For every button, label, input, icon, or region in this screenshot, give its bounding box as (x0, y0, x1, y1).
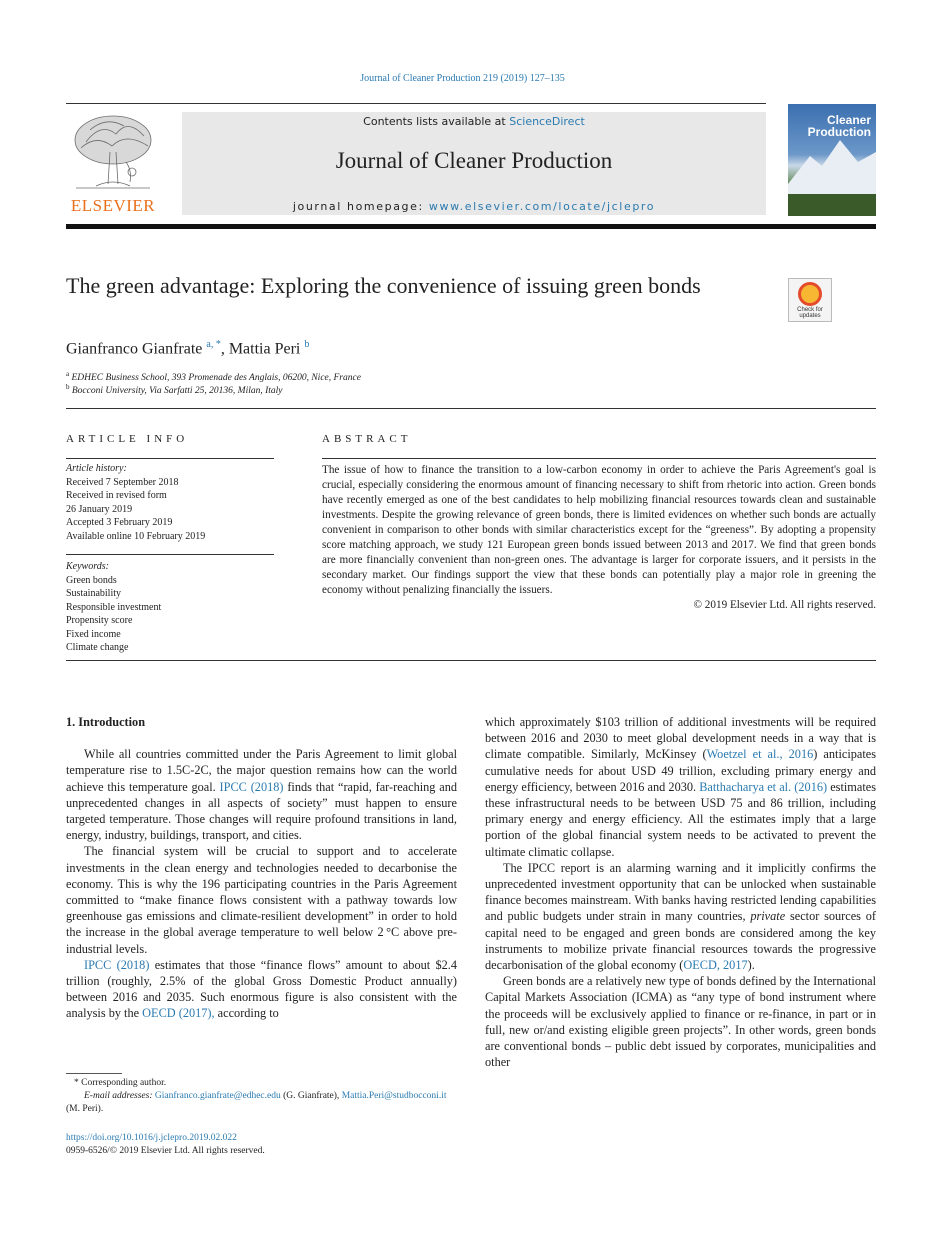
cover-title-2: Production (807, 125, 871, 139)
reference-link[interactable]: IPCC (2018) (219, 779, 284, 794)
article-info-heading: ARTICLE INFO (66, 433, 189, 445)
history-entry: Available online 10 February 2019 (66, 530, 206, 542)
footnote-rule (66, 1073, 122, 1074)
keywords-label: Keywords: (66, 561, 109, 572)
author-name[interactable]: Gianfranco Gianfrate (66, 340, 203, 358)
check-for-updates-button[interactable] (788, 278, 832, 322)
elsevier-wordmark: ELSEVIER (70, 196, 156, 215)
paragraph-text: according to (214, 1006, 279, 1021)
reference-link[interactable]: OECD (2017), (142, 1006, 215, 1021)
paragraph-text: finds that “rapid, far-reaching and unprecedented changes in all aspects of society” must happen to ensure targeted temperature. Those changes will require profound transitions in land, energy, industry, buildings, transport, and cities. (66, 779, 457, 843)
paragraph (66, 957, 457, 1022)
paragraph-text: ) anticipates cumulative needs for about USD 49 trillion, excluding primary energy and energy efficiency, between 2016 and 2030. (485, 747, 876, 794)
abstract-rule (322, 458, 876, 459)
issn-copyright: 0959-6526/© 2019 Elsevier Ltd. All rights reserved. (66, 1146, 265, 1156)
affiliation-a (66, 370, 361, 383)
paragraph (66, 746, 457, 843)
email-owner: (G. Gianfrate), (280, 1091, 342, 1101)
affiliation-b (66, 383, 283, 396)
article-title: The green advantage: Exploring the convenience of issuing green bonds (66, 273, 701, 298)
body-column-right (485, 714, 876, 1070)
keywords (66, 560, 274, 655)
cover-title-1: Cleaner (826, 113, 871, 127)
history-entry: Accepted 3 February 2019 (66, 517, 173, 528)
sciencedirect-link[interactable]: ScienceDirect (509, 115, 585, 128)
keywords-rule (66, 554, 274, 555)
corresponding-author-note: * Corresponding author. (74, 1078, 167, 1088)
section-rule (66, 408, 876, 409)
author-affiliation-marker[interactable]: a, * (206, 339, 221, 350)
keyword: Propensity score (66, 615, 133, 626)
history-entry: Received in revised form (66, 490, 167, 501)
paragraph-text: which approximately $103 trillion of additional investments will be required between 2016 and 2030 to meet global development needs in a way that is climate compatible. Similarly, McKinsey ( (485, 715, 876, 762)
paragraph-text: The IPCC report is an alarming warning and it implicitly confirms the unprecedented investment opportunity that can be unlocked when sustainable finance becomes mainstream. With banks having restricted lending capabilities and public budgets under strain in many countries, (485, 860, 876, 924)
abstract-body (322, 463, 876, 613)
body-column-left (66, 714, 457, 1022)
homepage-line (182, 200, 766, 213)
article-info-rule (66, 458, 274, 459)
article-history (66, 462, 274, 543)
history-entry: 26 January 2019 (66, 503, 133, 515)
journal-citation-link[interactable]: Journal of Cleaner Production 219 (2019) 127–135 (360, 73, 565, 84)
masthead-rule (66, 224, 876, 229)
journal-banner (182, 112, 766, 215)
abstract-bottom-rule (66, 660, 876, 661)
check-updates-icon (798, 282, 822, 306)
emphasis-text: private (750, 909, 786, 924)
affiliation-marker: a (66, 370, 70, 378)
paragraph: The financial system will be crucial to support and to accelerate investments in the clean energy and technologies needed to decarbonise the economy. This is why the 196 participating countries in the Paris Agreement committed to “make finance flows consistent with a pathway towards low greenhouse gas emissions and climate-resilient development” in order to hold the increase in the global average temperature to well below 2 °C above pre-industrial levels. (66, 844, 457, 956)
doi-block (66, 1132, 265, 1158)
contents-line (182, 115, 766, 128)
keyword: Green bonds (66, 574, 117, 586)
author-affiliation-marker[interactable]: b (304, 339, 310, 350)
doi-link[interactable]: https://doi.org/10.1016/j.jclepro.2019.02.022 (66, 1133, 237, 1143)
history-label: Article history: (66, 463, 127, 474)
journal-cover-image[interactable] (788, 104, 876, 216)
paragraph (485, 714, 876, 860)
paragraph (485, 860, 876, 973)
paragraph-text: While all countries committed under the Paris Agreement to limit global temperature rise to 1.5C-2C, the major question remains how can the world achieve this temperature goal. (66, 747, 457, 794)
email-link[interactable]: Mattia.Peri@studbocconi.it (341, 1091, 447, 1101)
affiliation-marker: b (66, 383, 70, 391)
email-owner: (M. Peri). (66, 1104, 104, 1114)
reference-link[interactable]: IPCC (2018) (84, 957, 150, 972)
paragraph-text: estimates that those “finance flows” amount to about $2.4 trillion (roughly, 2.5% of the global Gross Domestic Product annually) between 2016 and 2035. Such enormous figure is also consistent with the analysis by the (66, 957, 457, 1021)
email-link[interactable]: Gianfranco.gianfrate@edhec.edu (154, 1091, 281, 1101)
keyword: Fixed income (66, 628, 121, 640)
email-label: E-mail addresses: (84, 1091, 155, 1101)
homepage-prefix: journal homepage: (292, 200, 429, 213)
keyword: Sustainability (66, 588, 121, 599)
affiliation-text: Bocconi University, Via Sarfatti 25, 20136, Milan, Italy (69, 386, 283, 397)
email-note (66, 1090, 457, 1116)
abstract-copyright: © 2019 Elsevier Ltd. All rights reserved. (693, 599, 876, 611)
paragraph: Green bonds are a relatively new type of bonds defined by the International Capital Markets Association (ICMA) as “any type of bond instrument where the proceeds will be exclusively applied to finance or re-finance, in part or in full, new or/and existing eligible green projects”. In other words, green bonds are conventional bonds – public debt issued by corporates, municipalities and other (485, 974, 876, 1070)
history-entry: Received 7 September 2018 (66, 476, 179, 488)
abstract-heading: ABSTRACT (322, 433, 412, 445)
section-heading: 1. Introduction (66, 715, 146, 729)
affiliation-text: EDHEC Business School, 393 Promenade des Anglais, 06200, Nice, France (69, 373, 361, 384)
author-separator: , (220, 340, 229, 358)
paragraph-text: ). (747, 958, 755, 973)
abstract-text: The issue of how to finance the transition to a low-carbon economy in order to achieve the Paris Agreement's goal is crucial, especially considering the enormous amount of financing necessary to shift from rhetoric into action. Green bonds have recently emerged as one of the best candidates to help mobilizing financial resources towards clean and sustainable investments. Despite the growing relevance of green bonds, there is limited evidences on whether such bonds are actually convenient in comparison to other bonds with similar characteristics except for the “greeness”. By adopting a propensity score matching approach, we study 121 European green bonds issued between 2013 and 2017. We find that green bonds are more financially convenient than non-green ones. The advantage is larger for corporate issuers, and it persists in the secondary market. Our findings support the view that these bonds can potentially play a major role in greening the economy without penalizing financially the issuers. (322, 464, 876, 596)
header-rule (66, 103, 766, 104)
author-list (66, 339, 309, 358)
paragraph-text: estimates these infrastructural needs to be between USD 75 and 86 trillion, including primary energy and energy efficiency. All the estimates imply that a large portion of the global financial system needs to be activated to prevent the ultimate climatic collapse. (485, 779, 876, 859)
elsevier-logo (66, 112, 160, 216)
homepage-link[interactable]: www.elsevier.com/locate/jclepro (428, 200, 656, 213)
paragraph-text: sector sources of capital need to be engaged and green bonds are considered among the key instruments to mobilize private financial resources towards the progressive decarbonisation of the global economy ( (485, 909, 876, 973)
keyword: Climate change (66, 642, 129, 653)
elsevier-tree-icon (66, 112, 160, 194)
footnotes (66, 1077, 457, 1116)
reference-link[interactable]: OECD, 2017 (683, 958, 748, 973)
mountain-icon (788, 104, 876, 216)
reference-link[interactable]: Batthacharya et al. (2016) (699, 779, 828, 794)
author-name[interactable]: Mattia Peri (228, 340, 301, 358)
reference-link[interactable]: Woetzel et al., 2016 (706, 747, 814, 762)
check-updates-label: Check for updates (797, 307, 823, 319)
keyword: Responsible investment (66, 601, 162, 613)
contents-prefix: Contents lists available at (363, 115, 510, 128)
journal-title: Journal of Cleaner Production (335, 148, 613, 173)
